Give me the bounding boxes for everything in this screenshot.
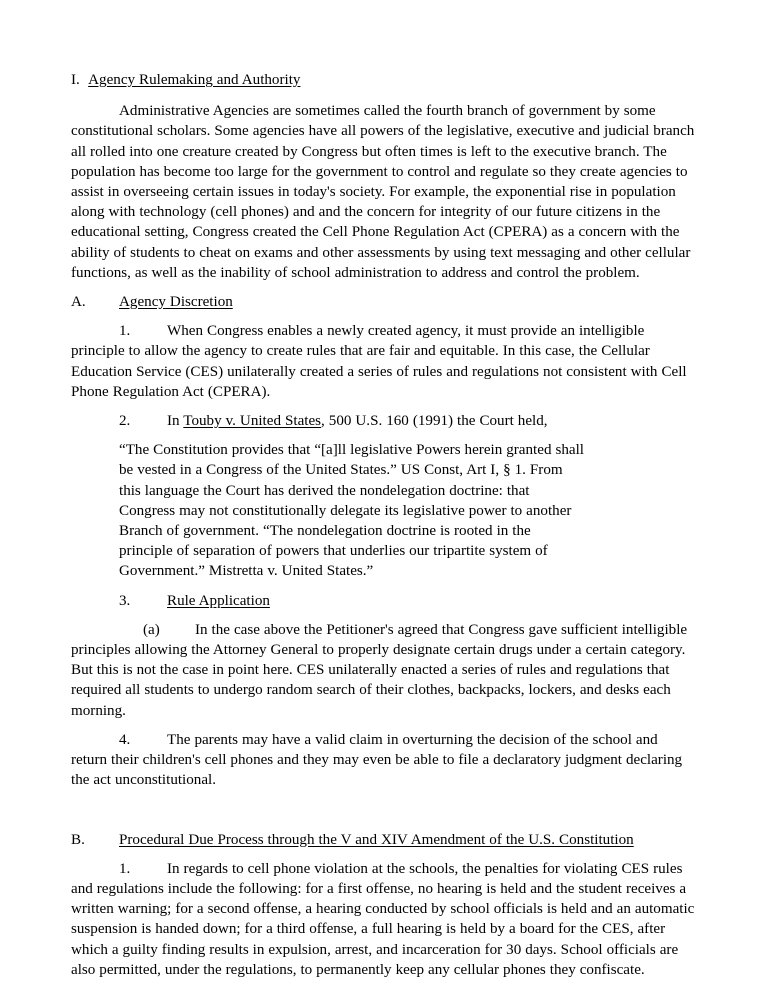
quote-line: this language the Court has derived the nondelegation doctrine: that: [119, 482, 530, 499]
quote-line: Government.” Mistretta v. United States.”: [119, 563, 374, 580]
list-item-a3a-label: (a): [143, 621, 160, 638]
quote-line: Congress may not constitutionally delegate its legislative power to another: [119, 502, 572, 519]
heading-section-a-title: Agency Discretion: [119, 294, 233, 311]
list-item-a1-text: When Congress enables a newly created agency, it must provide an intelligible principle to allow the agency to create rules that are fair and equitable. In this case, the Cellular Education Service (CES) unilaterally created a series of rules and regulations not consistent with Cell Phone Regulation Act (CPERA).: [71, 323, 687, 400]
paragraph-intro: Administrative Agencies are sometimes called the fourth branch of government by some constitutional scholars. Some agencies have all powers of the legislative, executive and judicial branch all rolled into one creature created by Congress but often times is left to the executive branch. The population has become too large for the government to control and regulate so they create agencies to assist in overseeing certain issues in today's society. For example, the exponential rise in population along with technology (cell phones) and and the concern for integrity of our future citizens in the educational setting, Congress created the Cell Phone Regulation Act (CPERA) as a concern with the ability of students to cheat on exams and other assessments by using text messaging and other cellular functions, as well as the inability of school administration to address and control the problem.: [71, 103, 695, 281]
list-item-b1-text: In regards to cell phone violation at the schools, the penalties for violating CES rules and regulations include the following: for a first offense, no hearing is held and the student receives a written warning; for a second offense, a hearing conducted by school officials is held and an automatic suspension is handed down; for a third offense, a full hearing is held by a board for the CES, after which a guilty finding results in expulsion, arrest, and incarceration for 30 days. School officials are also permitted, under the regulations, to permanently keep any cellular phones they confiscate.: [71, 860, 695, 978]
list-item-a1: [71, 321, 696, 402]
list-item-a3-title: Rule Application: [167, 592, 270, 609]
heading-section-i: [71, 70, 696, 90]
case-citation-touby: Touby v. United States: [183, 413, 322, 430]
list-item-b1-number: 1.: [119, 860, 131, 877]
heading-section-b: [71, 830, 696, 850]
block-quotation: [71, 440, 696, 581]
section-spacer: [71, 800, 696, 830]
list-item-b1: [71, 859, 696, 980]
list-item-a2-number: 2.: [119, 413, 131, 430]
list-item-a3a: [71, 620, 696, 721]
list-item-a3-number: 3.: [119, 592, 131, 609]
list-item-a2-citation: , 500 U.S. 160 (1991) the Court held,: [321, 413, 548, 430]
list-item-a1-number: 1.: [119, 323, 131, 340]
heading-section-i-title: Agency Rulemaking and Authority: [88, 72, 301, 88]
heading-section-a: [71, 292, 696, 312]
document-body: [71, 70, 696, 989]
quote-line: principle of separation of powers that underlies our tripartite system of: [119, 543, 548, 560]
list-item-a3: [71, 591, 696, 611]
list-item-a3a-text: In the case above the Petitioner's agreed that Congress gave sufficient intelligible principles allowing the Attorney General to properly designate certain drugs under a certain category. But this is not the case in point here. CES unilaterally enacted a series of rules and regulations that required all students to undergo random search of their clothes, backpacks, lockers, and desks each morning.: [71, 621, 688, 719]
heading-section-i-label: I.: [71, 72, 80, 88]
list-item-a2-leadin: In: [167, 413, 184, 430]
heading-section-b-label: B.: [71, 831, 85, 848]
list-item-a4-text: The parents may have a valid claim in overturning the decision of the school and return their children's cell phones and they may even be able to file a declaratory judgment declaring the act unconstitutional.: [71, 731, 683, 789]
quote-line: Branch of government. “The nondelegation doctrine is rooted in the: [119, 523, 531, 540]
list-item-a4-number: 4.: [119, 731, 131, 748]
quote-line: be vested in a Congress of the United States.” US Const, Art I, § 1. From: [119, 462, 563, 479]
list-item-a2: [71, 411, 696, 431]
heading-section-b-title: Procedural Due Process through the V and XIV Amendment of the U.S. Constitution: [119, 831, 634, 848]
heading-section-a-label: A.: [71, 294, 86, 311]
quote-line: “The Constitution provides that “[a]ll legislative Powers herein granted shall: [119, 442, 584, 459]
list-item-a4: [71, 730, 696, 791]
